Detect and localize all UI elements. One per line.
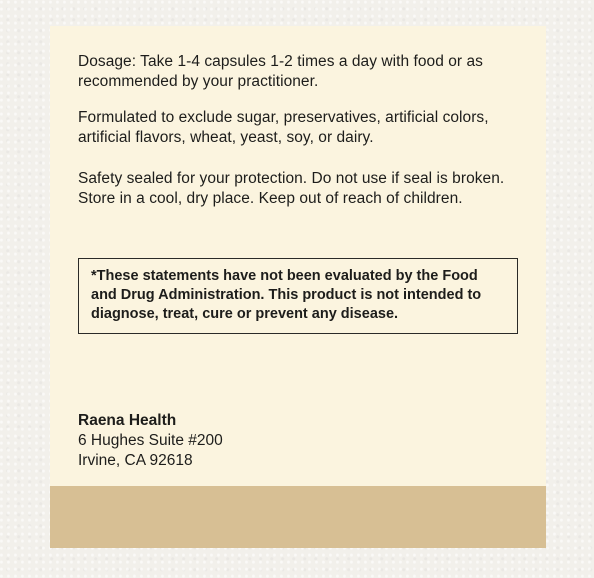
- address-line-2: Irvine, CA 92618: [78, 452, 193, 469]
- dosage-label: Dosage: [78, 53, 132, 70]
- company-address-block: [78, 411, 378, 471]
- fda-disclaimer-box: [78, 258, 518, 334]
- dosage-text: : Take 1-4 capsules 1-2 times a day with food or as recommended by your practitioner.: [78, 53, 483, 90]
- label-footer-band: [50, 486, 546, 548]
- address-line-1: 6 Hughes Suite #200: [78, 432, 223, 449]
- fda-disclaimer-text: *These statements have not been evaluated by the Food and Drug Administration. This product is not intended to diagnose, treat, cure or prevent any disease.: [91, 268, 482, 322]
- company-name: Raena Health: [78, 412, 177, 429]
- dosage-instructions: [78, 52, 518, 92]
- safety-statement: Safety sealed for your protection. Do not use if seal is broken. Store in a cool, dry place. Keep out of reach of children.: [78, 170, 505, 207]
- formulation-statement: Formulated to exclude sugar, preservatives, artificial colors, artificial flavors, wheat, yeast, soy, or dairy.: [78, 109, 489, 146]
